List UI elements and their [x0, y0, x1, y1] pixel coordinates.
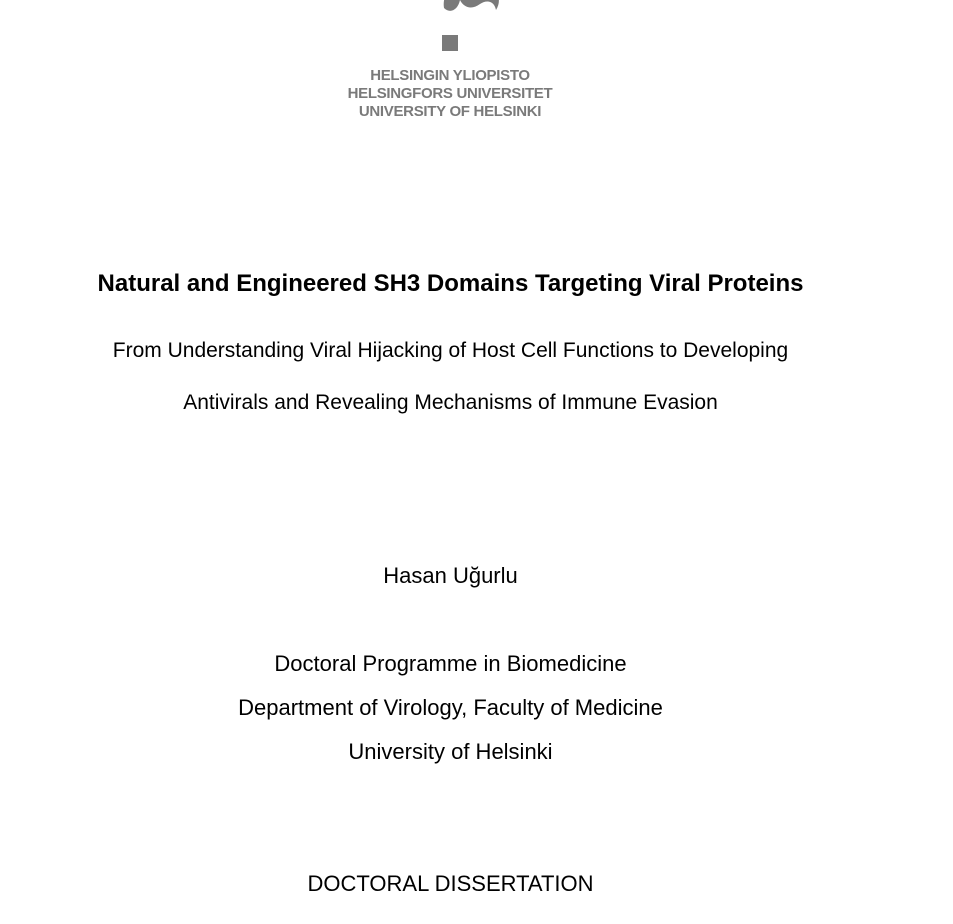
doctoral-programme: Doctoral Programme in Biomedicine	[274, 651, 627, 676]
logo-text-english: UNIVERSITY OF HELSINKI	[358, 103, 542, 120]
logo-text-finnish: HELSINGIN YLIOPISTO	[370, 67, 530, 84]
subtitle-line-1: From Understanding Viral Hijacking of Host Cell Functions to Developing	[112, 339, 789, 362]
university-logo	[330, 0, 570, 130]
department: Department of Virology, Faculty of Medicine	[238, 695, 663, 720]
logo-text-swedish: HELSINGFORS UNIVERSITET	[347, 85, 553, 102]
author-name: Hasan Uğurlu	[383, 563, 518, 588]
flame-torch-icon	[390, 0, 510, 60]
university: University of Helsinki	[348, 739, 553, 764]
subtitle-line-2: Antivirals and Revealing Mechanisms of Immune Evasion	[183, 391, 718, 414]
dissertation-title: Natural and Engineered SH3 Domains Targeting Viral Proteins	[97, 270, 804, 297]
document-type: DOCTORAL DISSERTATION	[307, 871, 594, 896]
